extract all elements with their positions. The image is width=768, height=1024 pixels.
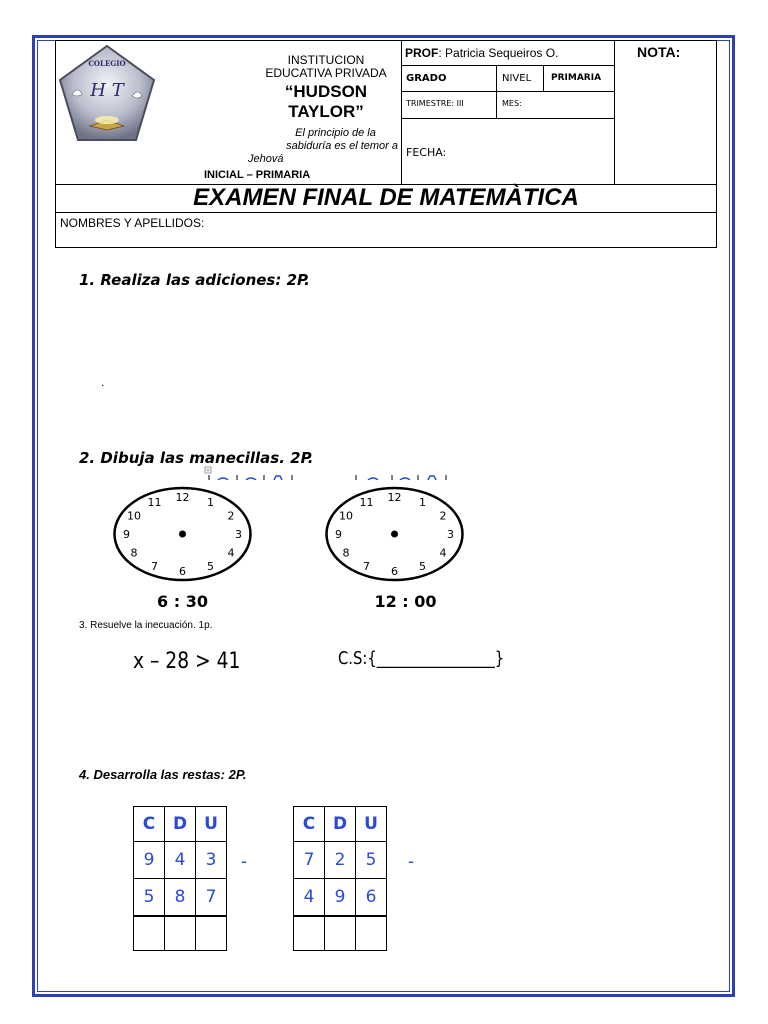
mes-label: MES: <box>502 99 522 108</box>
subtrahend-digit: 5 <box>134 879 165 917</box>
names-label: NOMBRES Y APELLIDOS: <box>60 216 205 230</box>
minuend-digit: 4 <box>165 842 196 879</box>
subtrahend-digit: 6 <box>356 879 387 917</box>
clock-number: 11 <box>147 496 162 509</box>
grado-label: GRADO <box>406 73 447 84</box>
clock-2-time: 12 : 00 <box>374 592 437 611</box>
motto-line-2: sabiduría es el temor a <box>286 140 398 152</box>
logo-initials: H T <box>90 80 124 101</box>
partial-table-remnant <box>204 466 454 480</box>
motto-line-3: Jehová <box>248 153 284 165</box>
header-c: C <box>294 807 325 842</box>
prof-value: : Patricia Sequeiros O. <box>438 46 559 60</box>
clock-number: 3 <box>235 528 242 541</box>
clock-face-1[interactable] <box>111 484 254 584</box>
school-line-2: EDUCATIVA PRIVADA <box>265 66 387 80</box>
clock-number: 8 <box>342 546 350 560</box>
answer-cell[interactable] <box>134 916 165 951</box>
header-u: U <box>196 807 227 842</box>
question-4: 4. Desarrolla las restas: 2P. <box>79 767 247 782</box>
header-u: U <box>356 807 387 842</box>
clock-number: 7 <box>363 560 370 573</box>
exam-title: EXAMEN FINAL DE MATEMÀTICA <box>193 184 579 211</box>
nivel-label: NIVEL <box>502 73 532 84</box>
school-name-line-2: TAYLOR” <box>288 102 364 121</box>
motto-line-1: El principio de la <box>295 127 376 139</box>
header-c: C <box>134 807 165 842</box>
dot-mark: . <box>101 375 105 389</box>
header-d: D <box>165 807 196 842</box>
clock-number: 5 <box>207 560 214 573</box>
question-1: 1. Realiza las adiciones: 2P. <box>79 271 310 289</box>
clock-number: 2 <box>227 509 235 523</box>
level-label: INICIAL – PRIMARIA <box>204 169 311 181</box>
answer-cell[interactable] <box>196 916 227 951</box>
minus-sign-1: - <box>241 851 247 871</box>
clock-number: 6 <box>179 565 186 578</box>
clock-number: 7 <box>151 560 158 573</box>
clock-number: 1 <box>419 496 426 509</box>
minus-sign-2: - <box>408 851 414 871</box>
nota-label: NOTA: <box>637 44 681 60</box>
clock-center-dot <box>179 531 186 538</box>
clock-number: 4 <box>227 546 235 560</box>
minuend-digit: 7 <box>294 842 325 879</box>
subtrahend-digit: 7 <box>196 879 227 917</box>
answer-cell[interactable] <box>325 916 356 951</box>
answer-cell[interactable] <box>294 916 325 951</box>
subtraction-table-2 <box>293 806 387 951</box>
clock-number: 10 <box>127 509 141 523</box>
solution-set-field[interactable]: C.S:{________________} <box>338 648 505 669</box>
clock-number: 1 <box>207 496 214 509</box>
logo-text: COLEGIO <box>88 59 126 68</box>
answer-cell[interactable] <box>356 916 387 951</box>
clock-number: 11 <box>359 496 374 509</box>
clock-number: 9 <box>123 528 130 541</box>
minuend-digit: 3 <box>196 842 227 879</box>
clock-number: 3 <box>447 528 454 541</box>
fecha-label: FECHA: <box>406 146 447 159</box>
nivel-value: PRIMARIA <box>551 73 602 83</box>
clock-1-time: 6 : 30 <box>157 592 208 611</box>
minuend-digit: 2 <box>325 842 356 879</box>
minuend-digit: 9 <box>134 842 165 879</box>
trimestre-label: TRIMESTRE: III <box>406 99 464 108</box>
clock-face-2[interactable] <box>323 484 466 584</box>
prof-field <box>405 46 558 60</box>
question-3: 3. Resuelve la inecuación. 1p. <box>79 620 213 631</box>
school-logo <box>58 44 156 144</box>
school-motto <box>248 127 398 166</box>
question-2: 2. Dibuja las manecillas. 2P. <box>79 449 314 467</box>
prof-label: PROF <box>405 46 439 60</box>
clock-number: 9 <box>335 528 342 541</box>
school-name <box>253 82 399 122</box>
clock-number: 10 <box>339 509 353 523</box>
subtrahend-digit: 8 <box>165 879 196 917</box>
clock-number: 4 <box>439 546 447 560</box>
school-line-1: INSTITUCION <box>287 53 365 67</box>
clock-number: 8 <box>130 546 138 560</box>
clock-number: 12 <box>387 491 402 504</box>
clock-number: 6 <box>391 565 398 578</box>
school-name-line-1: “HUDSON <box>284 82 368 101</box>
inequality: x – 28 > 41 <box>133 649 241 674</box>
clock-number: 12 <box>175 491 190 504</box>
subtrahend-digit: 9 <box>325 879 356 917</box>
clock-number: 2 <box>439 509 447 523</box>
answer-cell[interactable] <box>165 916 196 951</box>
subtraction-table-1 <box>133 806 227 951</box>
header-d: D <box>325 807 356 842</box>
clock-center-dot <box>391 531 398 538</box>
subtrahend-digit: 4 <box>294 879 325 917</box>
clock-number: 5 <box>419 560 426 573</box>
school-type <box>253 54 399 80</box>
minuend-digit: 5 <box>356 842 387 879</box>
